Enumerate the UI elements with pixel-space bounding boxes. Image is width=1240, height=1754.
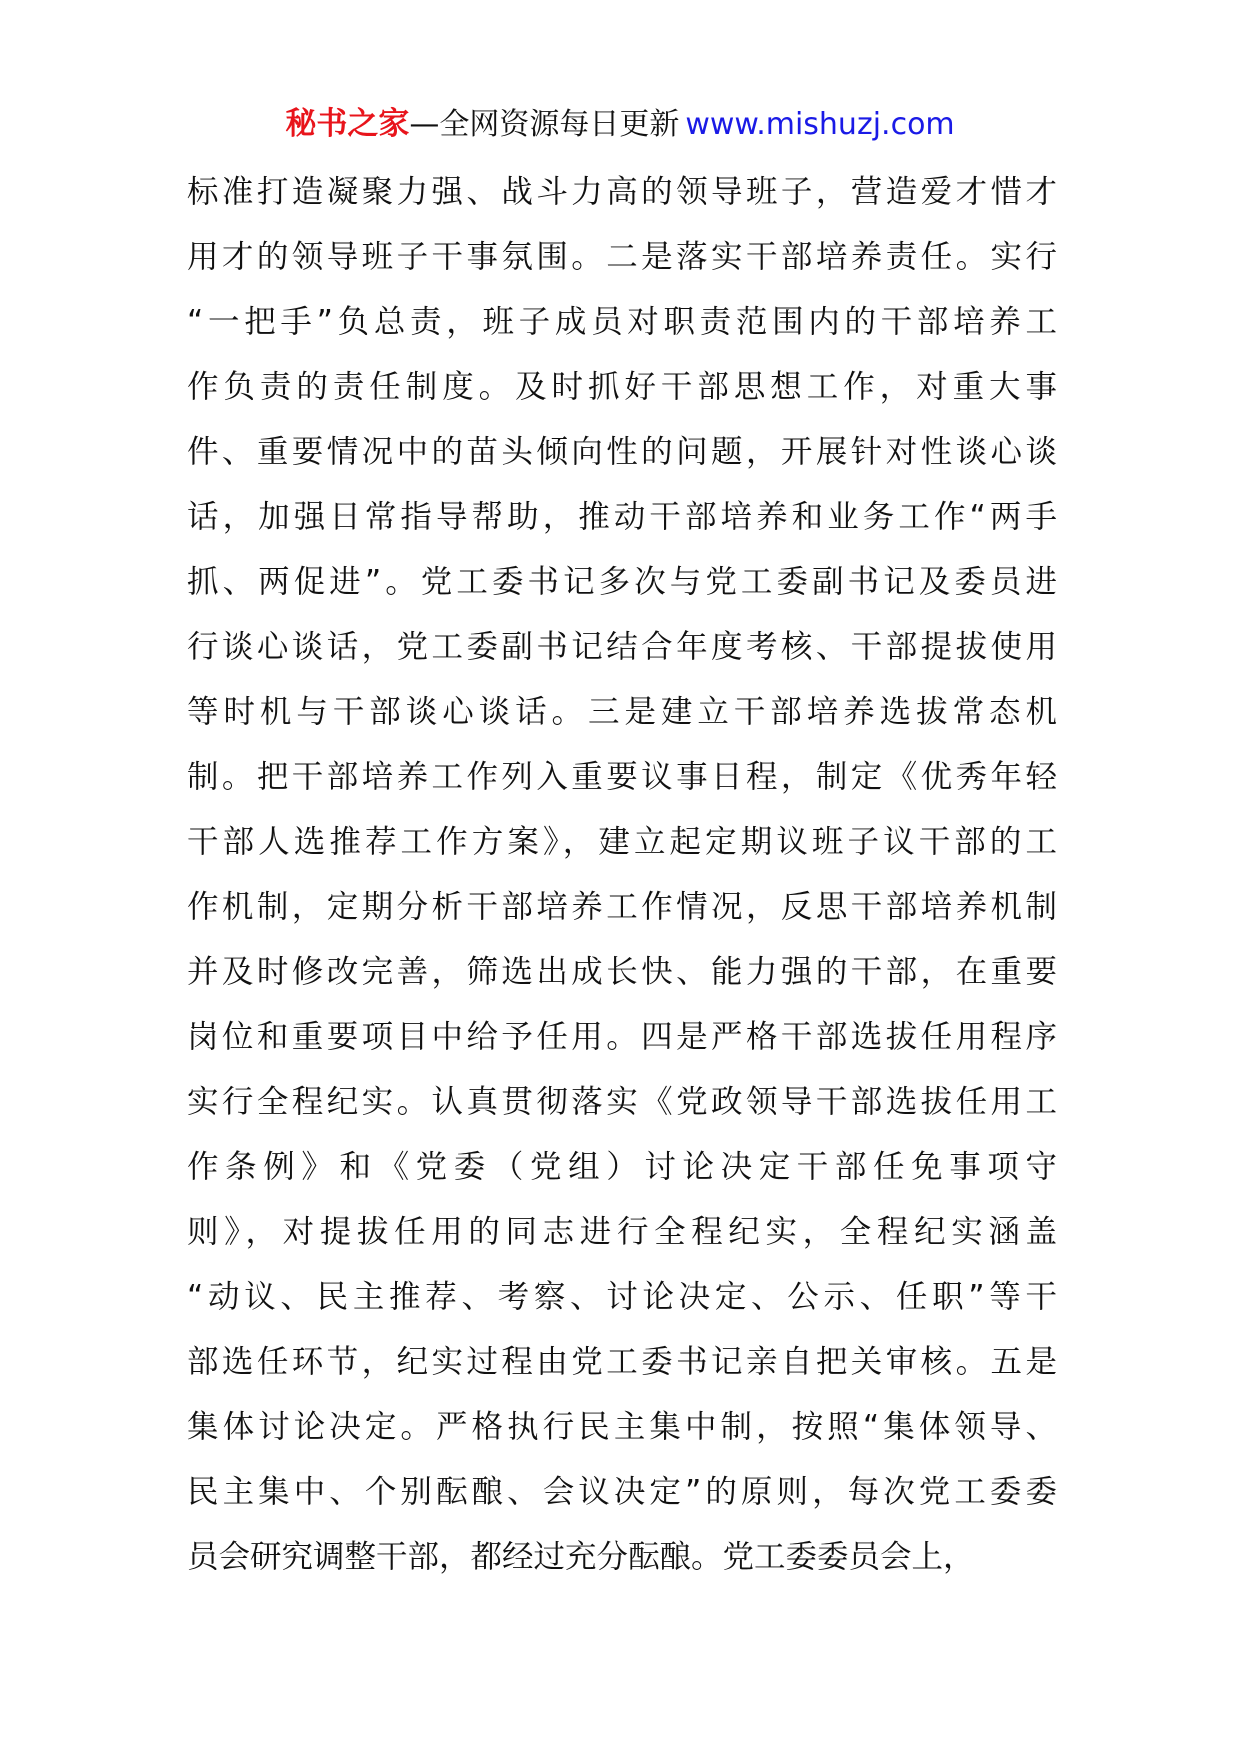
text-line: 抓、两促进”。党工委书记多次与党工委副书记及委员进 <box>187 564 1057 600</box>
text-line: 作机制，定期分析干部培养工作情况，反思干部培养机制 <box>187 889 1057 925</box>
text-line: 民主集中、个别酝酿、会议决定”的原则，每次党工委委 <box>187 1474 1057 1510</box>
text-line: 员会研究调整干部，都经过充分酝酿。党工委委员会上， <box>187 1539 975 1575</box>
text-line: 件、重要情况中的苗头倾向性的问题，开展针对性谈心谈 <box>187 434 1057 470</box>
page-header <box>0 104 1240 145</box>
brand-name: 秘书之家 <box>285 106 410 142</box>
text-line: 用才的领导班子干事氛围。二是落实干部培养责任。实行 <box>187 239 1057 275</box>
text-line: 等时机与干部谈心谈话。三是建立干部培养选拔常态机 <box>187 694 1057 730</box>
site-url-link[interactable]: www.mishuzj.com <box>685 107 955 142</box>
text-line: 并及时修改完善，筛选出成长快、能力强的干部，在重要 <box>187 954 1057 990</box>
header-tagline: —全网资源每日更新 <box>409 107 680 142</box>
text-line: 作负责的责任制度。及时抓好干部思想工作，对重大事 <box>187 369 1057 405</box>
text-line: 部选任环节，纪实过程由党工委书记亲自把关审核。五是 <box>187 1344 1057 1380</box>
text-line: 则》，对提拔任用的同志进行全程纪实，全程纪实涵盖 <box>187 1214 1057 1250</box>
document-body <box>187 160 1057 1590</box>
text-line: “一把手”负总责，班子成员对职责范围内的干部培养工 <box>187 304 1057 340</box>
text-line: 标准打造凝聚力强、战斗力高的领导班子，营造爱才惜才 <box>187 174 1057 210</box>
text-line: 行谈心谈话，党工委副书记结合年度考核、干部提拔使用 <box>187 629 1057 665</box>
text-line: 制。把干部培养工作列入重要议事日程，制定《优秀年轻 <box>187 759 1057 795</box>
text-line: 集体讨论决定。严格执行民主集中制，按照“集体领导、 <box>187 1409 1057 1445</box>
text-line: 话，加强日常指导帮助，推动干部培养和业务工作“两手 <box>187 499 1057 535</box>
text-line: 干部人选推荐工作方案》，建立起定期议班子议干部的工 <box>187 824 1057 860</box>
text-line: 岗位和重要项目中给予任用。四是严格干部选拔任用程序 <box>187 1019 1057 1055</box>
text-line: 作条例》和《党委（党组）讨论决定干部任免事项守 <box>187 1149 1057 1185</box>
text-line: 实行全程纪实。认真贯彻落实《党政领导干部选拔任用工 <box>187 1084 1057 1120</box>
text-line: “动议、民主推荐、考察、讨论决定、公示、任职”等干 <box>187 1279 1057 1315</box>
